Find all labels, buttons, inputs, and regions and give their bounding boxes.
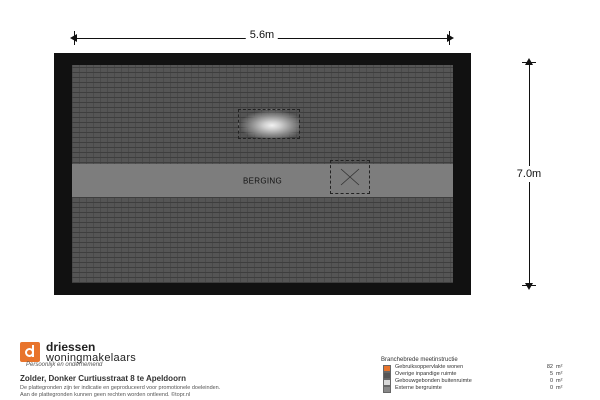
legend-title: Branchebrede meetinstructie bbox=[381, 357, 458, 363]
width-label: 5.6m bbox=[246, 29, 278, 41]
width-dimension bbox=[70, 31, 454, 45]
legend-value: 0 bbox=[549, 385, 553, 391]
legend-row-wonen bbox=[381, 364, 581, 371]
legend-swatch bbox=[383, 386, 391, 393]
legend-label: Gebouwgebonden buitenruimte bbox=[395, 378, 472, 384]
legend-row-overig bbox=[381, 371, 581, 378]
legend-unit: m² bbox=[556, 364, 563, 370]
legend-label: Externe bergruimte bbox=[395, 385, 442, 391]
disclaimer-line-1: De plattegronden zijn ter indicatie en geproduceerd voor promotionele doeleinden. bbox=[20, 385, 221, 391]
legend-row-buitenruimte bbox=[381, 378, 581, 385]
legend-value: 0 bbox=[549, 378, 553, 384]
legend-unit: m² bbox=[556, 378, 563, 384]
berging-label: BERGING bbox=[243, 176, 282, 185]
legend-label: Gebruiksoppervlakte wonen bbox=[395, 364, 464, 370]
floor-plan bbox=[54, 53, 471, 295]
logo-icon bbox=[20, 342, 40, 362]
brand-tagline: Persoonlijk en ondernemend bbox=[26, 362, 103, 368]
property-address: Zolder, Donker Curtiusstraat 8 te Apeldoorn bbox=[20, 374, 186, 383]
legend-unit: m² bbox=[556, 385, 563, 391]
brand-name: driessen bbox=[46, 340, 96, 354]
brand-subname: woningmakelaars bbox=[46, 352, 137, 364]
height-label: 7.0m bbox=[516, 168, 542, 180]
legend-value: 82 bbox=[546, 364, 553, 370]
legend-value: 5 bbox=[549, 371, 553, 377]
legend-unit: m² bbox=[556, 371, 563, 377]
area-legend bbox=[381, 357, 581, 392]
height-dimension bbox=[516, 58, 542, 290]
legend-row-bergruimte bbox=[381, 385, 581, 392]
berging-area bbox=[72, 164, 453, 197]
attic-hatch bbox=[330, 160, 370, 194]
disclaimer-line-2: Aan de plattegronden kunnen geen rechten worden ontleend. ©topr.nl bbox=[20, 392, 191, 398]
legend-label: Overige inpandige ruimte bbox=[395, 371, 457, 377]
skylight bbox=[238, 109, 300, 139]
